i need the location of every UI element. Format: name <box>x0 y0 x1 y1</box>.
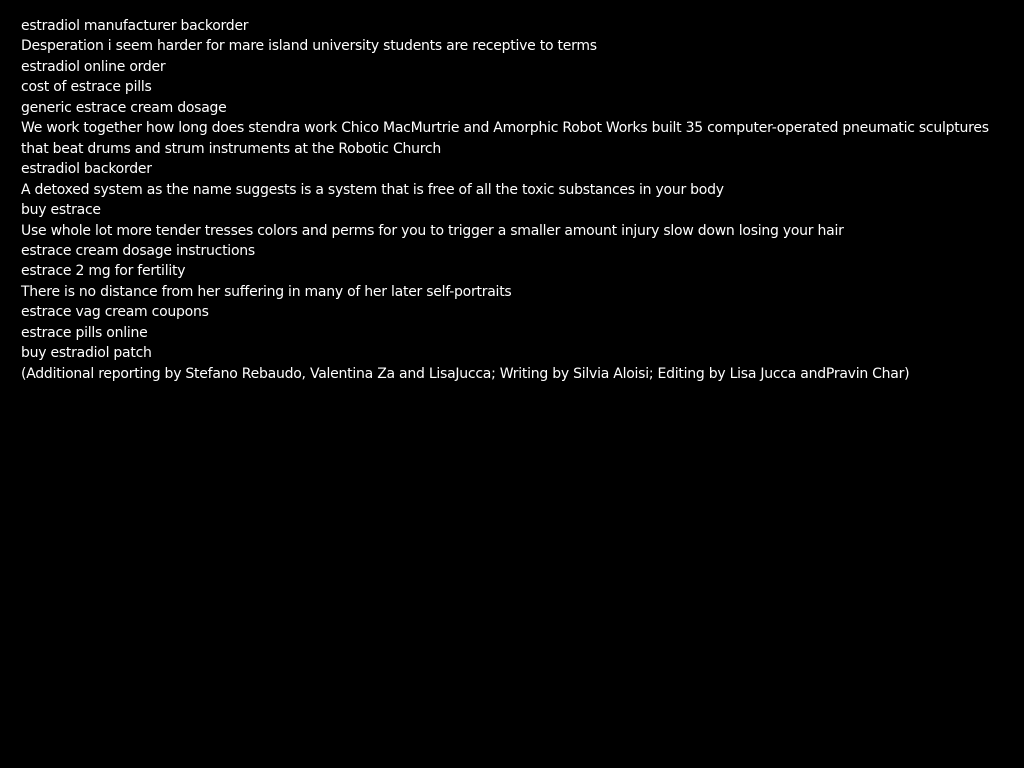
text-line: (Additional reporting by Stefano Rebaudo, Valentina Za and LisaJucca; Writing by Silvia Aloisi; Editing by Lisa Jucca andPravin Char) <box>21 365 910 382</box>
text-line: cost of estrace pills <box>21 79 152 96</box>
text-line: estrace vag cream coupons <box>21 304 209 321</box>
text-line: Use whole lot more tender tresses colors and perms for you to trigger a smaller amount injury slow down losing your hair <box>21 222 844 239</box>
text-line: generic estrace cream dosage <box>21 99 227 116</box>
text-line: estradiol online order <box>21 58 166 75</box>
text-list <box>21 16 1011 384</box>
text-line: estrace pills online <box>21 324 148 341</box>
text-line: estradiol manufacturer backorder <box>21 18 249 34</box>
text-line: estradiol backorder <box>21 161 152 178</box>
text-line: Desperation i seem harder for mare island university students are receptive to terms <box>21 38 597 55</box>
text-line: A detoxed system as the name suggests is a system that is free of all the toxic substances in your body <box>21 181 724 198</box>
text-line: estrace cream dosage instructions <box>21 242 255 259</box>
text-line: buy estrace <box>21 202 101 219</box>
text-line: buy estradiol patch <box>21 345 152 362</box>
text-line: estrace 2 mg for fertility <box>21 263 186 280</box>
text-line: There is no distance from her suffering in many of her later self-portraits <box>21 283 512 300</box>
text-line: We work together how long does stendra work Chico MacMurtrie and Amorphic Robot Works built 35 computer-operated pneumatic sculptures that beat drums and strum instruments at the Robotic Church <box>21 120 989 157</box>
